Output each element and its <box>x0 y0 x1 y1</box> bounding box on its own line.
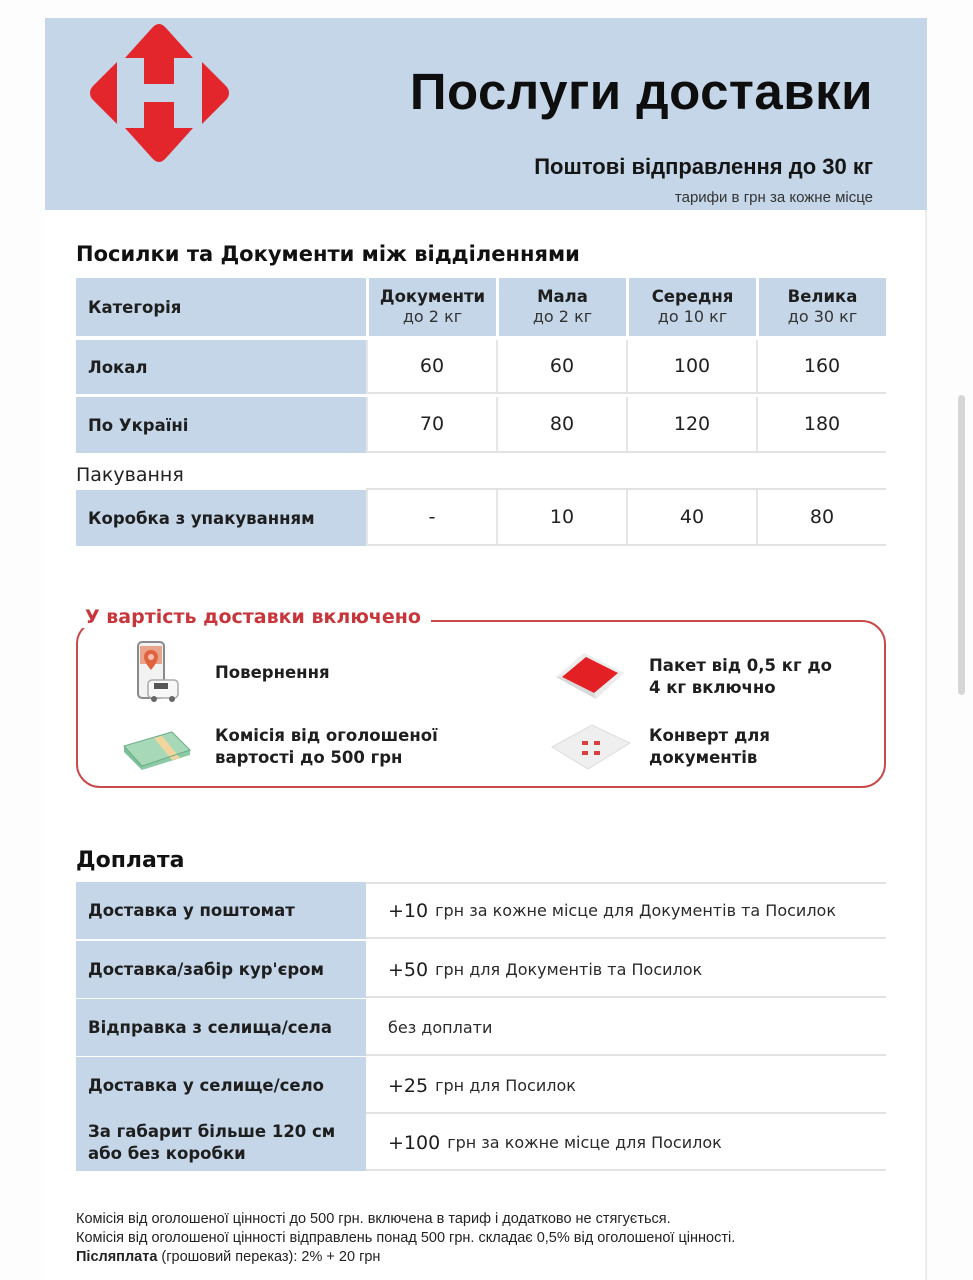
table-row <box>76 1114 886 1171</box>
page-title: Послуги доставки <box>409 63 873 120</box>
surcharge-value <box>366 1057 886 1114</box>
row-label: По Україні <box>76 397 366 453</box>
footnote-line: Комісія від оголошеної цінності відправлень понад 500 грн. складає 0,5% від оголошеної цінності. <box>76 1230 736 1246</box>
surcharge-text: грн за кожне місце для Документів та Посилок <box>435 901 836 920</box>
package-icon <box>545 642 635 712</box>
row-label: Доставка у поштомат <box>76 882 366 939</box>
included-item-envelope <box>545 712 839 782</box>
surcharge-text: грн для Документів та Посилок <box>435 960 703 979</box>
row-label: Доставка у селище/село <box>76 1057 366 1114</box>
surcharge-value <box>366 941 886 998</box>
included-item-commission <box>111 712 475 782</box>
table-row <box>76 490 886 546</box>
surcharge-text: без доплати <box>388 1018 493 1037</box>
surcharge-amount: +100 <box>388 1131 441 1154</box>
included-item-text: Повернення <box>215 662 330 682</box>
column-subtitle: до 10 кг <box>657 307 728 327</box>
included-item-text: Конверт для документів <box>649 725 770 767</box>
included-item-package <box>545 642 839 712</box>
table-row <box>76 340 886 394</box>
price-cell: 70 <box>366 397 496 453</box>
table-header-row <box>76 278 886 336</box>
surcharge-value <box>366 882 886 939</box>
price-cell: 60 <box>366 340 496 394</box>
surcharge-amount: +50 <box>388 958 429 981</box>
footnotes <box>76 1210 735 1267</box>
price-cell: 10 <box>496 490 626 546</box>
price-cell: 100 <box>626 340 756 394</box>
price-cell: 160 <box>756 340 886 394</box>
row-label: Доставка/забір кур'єром <box>76 941 366 998</box>
included-item-text: Комісія від оголошеної вартості до 500 грн <box>215 725 438 767</box>
column-title: Документи <box>379 286 486 306</box>
column-title: Середня <box>651 286 734 306</box>
return-phone-van-icon <box>111 638 201 708</box>
tariffs-section-title: Посилки та Документи між відділеннями <box>76 242 580 266</box>
price-cell: 80 <box>496 397 626 453</box>
footnote-line: Комісія від оголошеної цінності до 500 грн. включена в тариф і додатково не стягується. <box>76 1211 671 1227</box>
table-row <box>76 941 886 998</box>
nova-poshta-logo-icon <box>87 22 232 164</box>
row-label: Коробка з упакуванням <box>76 490 366 546</box>
surcharge-value <box>366 999 886 1056</box>
price-cell: 180 <box>756 397 886 453</box>
surcharge-text: грн за кожне місце для Посилок <box>447 1133 722 1152</box>
price-cell: 60 <box>496 340 626 394</box>
included-services-title: У вартість доставки включено <box>79 606 431 628</box>
packaging-label: Пакування <box>76 464 184 486</box>
cod-label: Післяплата <box>76 1249 158 1265</box>
surcharge-text: грн для Посилок <box>435 1076 576 1095</box>
column-subtitle: до 2 кг <box>532 307 593 327</box>
column-header-small <box>496 278 626 336</box>
surcharges-section-title: Доплата <box>76 848 185 873</box>
column-header-documents <box>366 278 496 336</box>
header-banner <box>45 18 927 210</box>
row-label: Локал <box>76 340 366 394</box>
tariff-note: тарифи в грн за кожне місце <box>674 189 873 206</box>
table-row <box>76 1057 886 1114</box>
table-row <box>76 397 886 453</box>
row-label: Відправка з селища/села <box>76 999 366 1056</box>
price-cell: 120 <box>626 397 756 453</box>
money-stack-icon <box>111 712 201 782</box>
column-header-category: Категорія <box>76 278 366 336</box>
column-title: Мала <box>537 286 588 306</box>
table-row <box>76 999 886 1056</box>
price-cell: - <box>366 490 496 546</box>
column-header-medium <box>626 278 756 336</box>
surcharge-value <box>366 1114 886 1171</box>
vertical-scrollbar[interactable] <box>958 395 965 695</box>
column-subtitle: до 2 кг <box>402 307 463 327</box>
page-subtitle: Поштові відправлення до 30 кг <box>534 154 873 179</box>
column-subtitle: до 30 кг <box>787 307 858 327</box>
price-cell: 40 <box>626 490 756 546</box>
tariff-page <box>45 18 927 1280</box>
column-title: Велика <box>787 286 858 306</box>
price-cell: 80 <box>756 490 886 546</box>
surcharge-amount: +10 <box>388 899 429 922</box>
included-item-text: Пакет від 0,5 кг до 4 кг включно <box>649 655 833 697</box>
included-item-return <box>111 638 355 708</box>
table-row <box>76 882 886 939</box>
envelope-icon <box>545 712 635 782</box>
column-header-large <box>756 278 886 336</box>
footnote-line <box>76 1248 735 1267</box>
surcharge-amount: +25 <box>388 1074 429 1097</box>
cod-text: (грошовий переказ): 2% + 20 грн <box>157 1249 381 1265</box>
row-label: За габарит більше 120 см або без коробки <box>76 1114 366 1171</box>
